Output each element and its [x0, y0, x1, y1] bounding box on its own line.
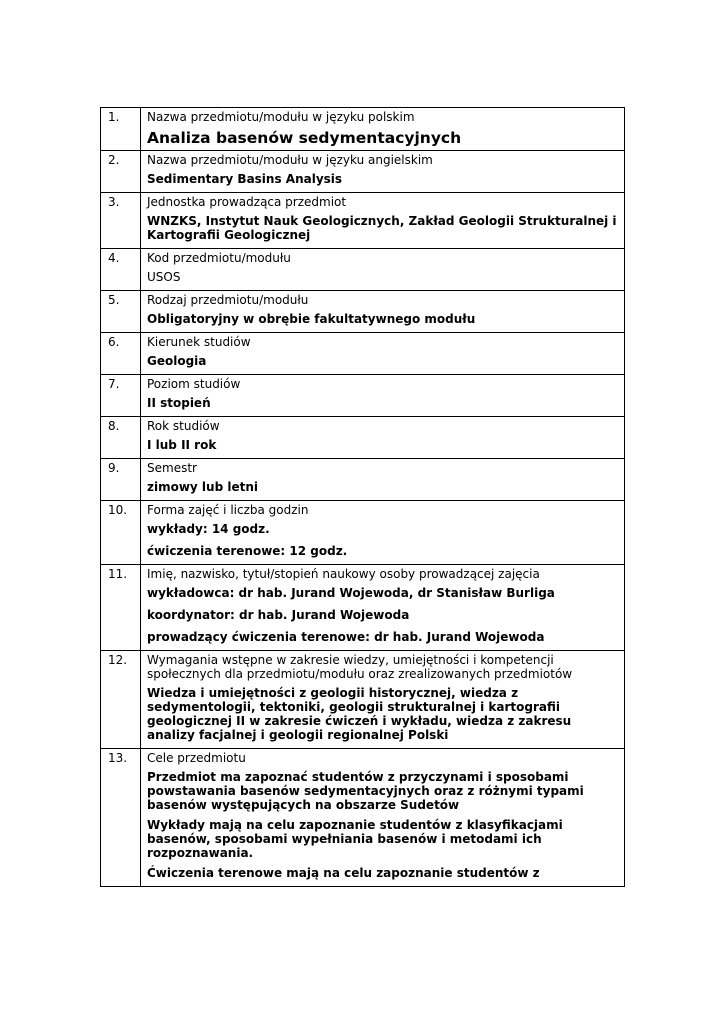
course-name-en: Sedimentary Basins Analysis	[147, 172, 343, 186]
row-content	[141, 501, 625, 565]
row-number: 5.	[101, 291, 141, 333]
course-code: USOS	[147, 270, 181, 284]
row-number: 3.	[101, 193, 141, 249]
row-content	[141, 108, 625, 151]
course-type: Obligatoryjny w obrębie fakultatywnego modułu	[147, 312, 476, 326]
table-row	[101, 565, 625, 651]
field-label: Semestr	[147, 461, 197, 475]
table-row	[101, 459, 625, 501]
row-content	[141, 291, 625, 333]
row-content	[141, 249, 625, 291]
field-label: Rodzaj przedmiotu/modułu	[147, 293, 309, 307]
field-of-study: Geologia	[147, 354, 207, 368]
field-label: Cele przedmiotu	[147, 751, 246, 765]
field-label: Jednostka prowadząca przedmiot	[147, 195, 347, 209]
table-row	[101, 651, 625, 749]
row-number: 6.	[101, 333, 141, 375]
course-goal: Przedmiot ma zapoznać studentów z przyczynami i sposobami powstawania basenów sedymentacyjnych oraz z różnymi typami basenów występujących na obszarze Sudetów	[147, 770, 584, 812]
table-row	[101, 375, 625, 417]
field-label: Nazwa przedmiotu/modułu w języku polskim	[147, 110, 415, 124]
row-content	[141, 193, 625, 249]
study-level: II stopień	[147, 396, 211, 410]
row-number: 1.	[101, 108, 141, 151]
row-content	[141, 417, 625, 459]
field-label: Forma zajęć i liczba godzin	[147, 503, 309, 517]
field-label: Imię, nazwisko, tytuł/stopień naukowy osoby prowadzącej zajęcia	[147, 567, 540, 581]
field-label: Wymagania wstępne w zakresie wiedzy, umiejętności i kompetencji społecznych dla przedmiotu/modułu oraz zrealizowanych przedmiotów	[147, 653, 573, 681]
row-content	[141, 333, 625, 375]
row-number: 7.	[101, 375, 141, 417]
row-content	[141, 749, 625, 887]
row-content	[141, 151, 625, 193]
field-label: Poziom studiów	[147, 377, 241, 391]
hours-lectures: wykłady: 14 godz.	[147, 522, 270, 536]
row-number: 11.	[101, 565, 141, 651]
coordinator: koordynator: dr hab. Jurand Wojewoda	[147, 608, 410, 622]
table-row	[101, 749, 625, 887]
field-label: Nazwa przedmiotu/modułu w języku angielskim	[147, 153, 433, 167]
row-content	[141, 375, 625, 417]
table-row	[101, 333, 625, 375]
row-number: 2.	[101, 151, 141, 193]
table-row	[101, 193, 625, 249]
lecturer: wykładowca: dr hab. Jurand Wojewoda, dr Stanisław Burliga	[147, 586, 555, 600]
field-label: Kierunek studiów	[147, 335, 251, 349]
table-row	[101, 291, 625, 333]
course-info-table	[100, 107, 625, 887]
table-row	[101, 417, 625, 459]
table-row	[101, 501, 625, 565]
row-number: 8.	[101, 417, 141, 459]
course-name-pl: Analiza basenów sedymentacyjnych	[147, 129, 462, 147]
study-year: I lub II rok	[147, 438, 217, 452]
row-number: 9.	[101, 459, 141, 501]
row-content	[141, 565, 625, 651]
hours-field-exercises: ćwiczenia terenowe: 12 godz.	[147, 544, 348, 558]
field-exercises-leader: prowadzący ćwiczenia terenowe: dr hab. Jurand Wojewoda	[147, 630, 545, 644]
teaching-unit: WNZKS, Instytut Nauk Geologicznych, Zakład Geologii Strukturalnej i Kartografii Geologicznej	[147, 214, 617, 242]
table-row	[101, 151, 625, 193]
row-number: 4.	[101, 249, 141, 291]
table-row	[101, 108, 625, 151]
field-exercises-goal: Ćwiczenia terenowe mają na celu zapoznanie studentów z	[147, 866, 540, 880]
row-number: 10.	[101, 501, 141, 565]
lecture-goal: Wykłady mają na celu zapoznanie studentów z klasyfikacjami basenów, sposobami wypełniania basenów i metodami ich rozpoznawania.	[147, 818, 563, 860]
field-label: Kod przedmiotu/modułu	[147, 251, 291, 265]
row-number: 13.	[101, 749, 141, 887]
field-label: Rok studiów	[147, 419, 220, 433]
prerequisites: Wiedza i umiejętności z geologii historycznej, wiedza z sedymentologii, tektoniki, geologii strukturalnej i kartografii geologicznej II w zakresie ćwiczeń i wykładu, wiedza z zakresu analizy facjalnej i geologii regionalnej Polski	[147, 686, 572, 742]
row-content	[141, 651, 625, 749]
semester: zimowy lub letni	[147, 480, 258, 494]
row-number: 12.	[101, 651, 141, 749]
table-row	[101, 249, 625, 291]
row-content	[141, 459, 625, 501]
